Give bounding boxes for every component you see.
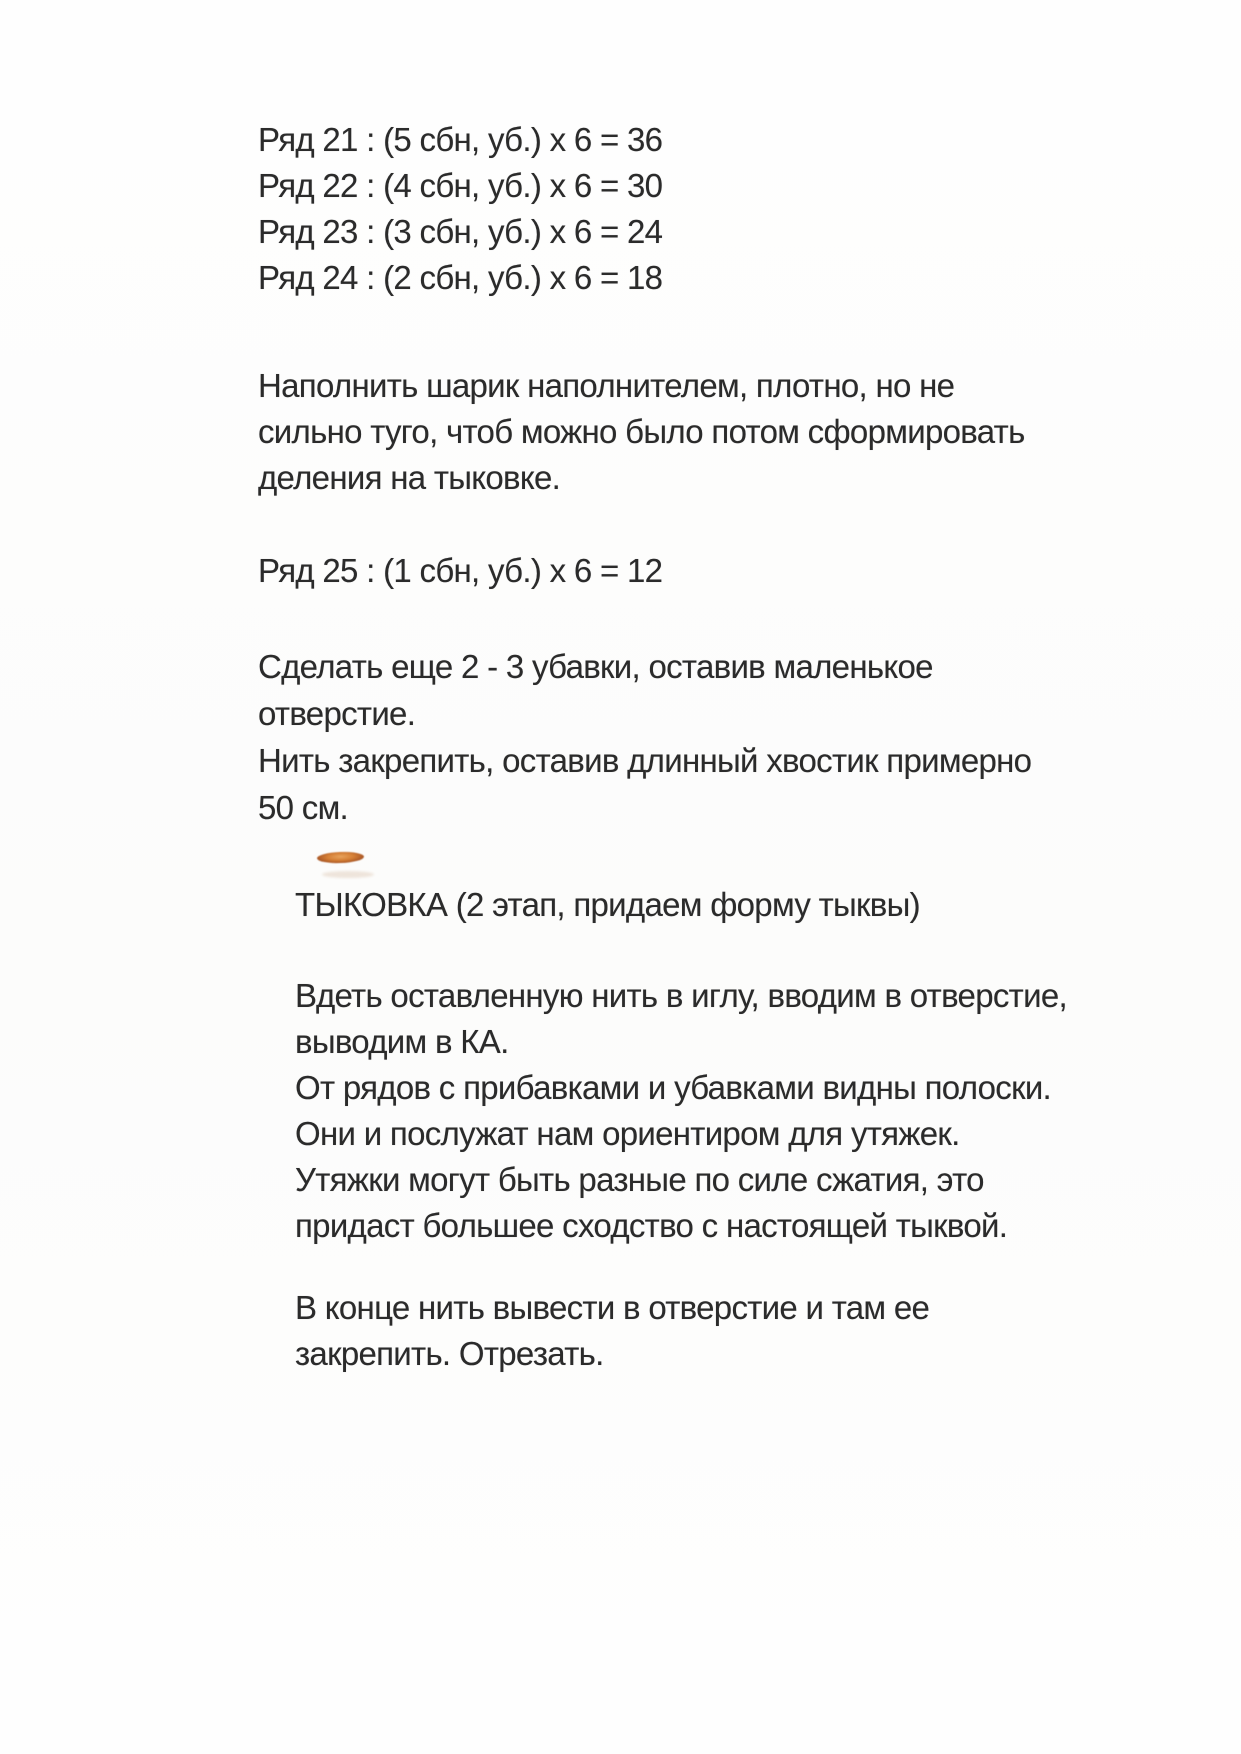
stuffing-note-paragraph <box>258 363 1025 501</box>
text-line: сильно туго, чтоб можно было потом сформировать <box>258 413 1025 450</box>
shaping-instructions-paragraph <box>295 973 1067 1249</box>
text-line: Ряд 24 : (2 сбн, уб.) х 6 = 18 <box>258 259 663 296</box>
orange-crescent-shadow <box>322 871 374 878</box>
text-line: Ряд 21 : (5 сбн, уб.) х 6 = 36 <box>258 121 663 158</box>
text-line: Ряд 25 : (1 сбн, уб.) х 6 = 12 <box>258 552 663 589</box>
text-line: Они и послужат нам ориентиром для утяжек. <box>295 1115 960 1152</box>
orange-crescent-decoration <box>317 851 364 864</box>
text-line: Нить закрепить, оставив длинный хвостик примерно <box>258 742 1032 779</box>
text-line: Наполнить шарик наполнителем, плотно, но не <box>258 367 955 404</box>
closing-note-paragraph <box>258 643 1031 831</box>
text-line: отверстие. <box>258 695 416 732</box>
text-line: придаст большее сходство с настоящей тыквой. <box>295 1207 1008 1244</box>
text-line: От рядов с прибавками и убавками видны полоски. <box>295 1069 1052 1106</box>
text-line: выводим в КА. <box>295 1023 509 1060</box>
text-line: Ряд 22 : (4 сбн, уб.) х 6 = 30 <box>258 167 663 204</box>
text-line: Утяжки могут быть разные по силе сжатия, это <box>295 1161 984 1198</box>
row-25-paragraph <box>258 548 662 594</box>
text-line: Вдеть оставленную нить в иглу, вводим в отверстие, <box>295 977 1067 1014</box>
finishing-note-paragraph <box>295 1285 929 1377</box>
text-line: В конце нить вывести в отверстие и там ее <box>295 1289 930 1326</box>
text-line: Ряд 23 : (3 сбн, уб.) х 6 = 24 <box>258 213 663 250</box>
rows-21-24-paragraph <box>258 117 662 301</box>
text-line: закрепить. Отрезать. <box>295 1335 604 1372</box>
text-line: Сделать еще 2 - 3 убавки, оставив маленькое <box>258 648 933 685</box>
text-line: 50 см. <box>258 789 349 826</box>
section-title: ТЫКОВКА (2 этап, придаем форму тыквы) <box>295 886 920 923</box>
text-line: деления на тыковке. <box>258 459 561 496</box>
